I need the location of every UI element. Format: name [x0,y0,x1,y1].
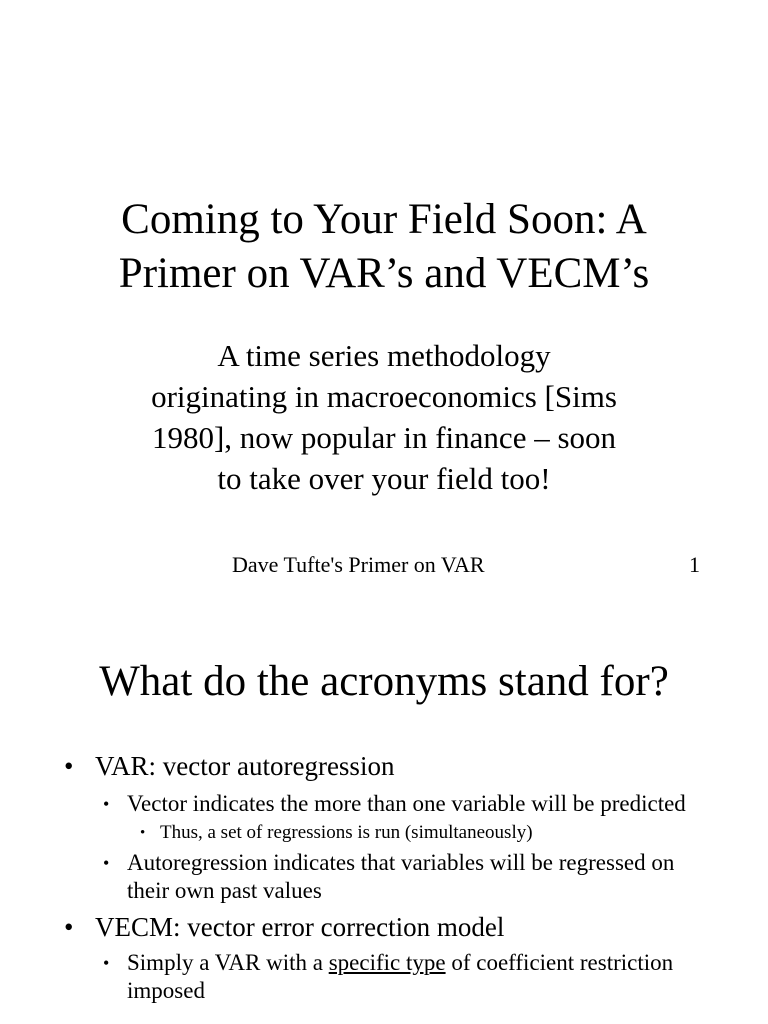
subtitle-line-2: originating in macroeconomics [Sims [151,379,617,414]
bullet-var [0,750,768,782]
bullet-text: VECM: vector error correction model [95,912,505,942]
bullet-text-post: of coefficient restriction imposed [127,950,674,1003]
bullet-vecm [0,911,768,943]
bullet-dot: • [64,751,74,781]
specific-type-link[interactable]: specific type [328,950,446,975]
bullet-dot: • [103,794,110,814]
bullet-autoregression [0,849,687,905]
page-number: 1 [689,552,700,577]
bullet-dot: • [64,912,74,942]
bullet-dot: • [103,953,110,973]
bullet-vector [0,790,687,818]
bullet-text: VAR: vector autoregression [95,751,395,781]
bullet-text: Vector indicates the more than one variable will be predicted [127,791,686,816]
title-line-1: Coming to Your Field Soon: A [121,196,647,243]
subtitle-line-4: to take over your field too! [217,461,551,496]
slide-2-title: What do the acronyms stand for? [99,658,669,705]
slide-2 [0,600,768,1024]
bullet-text: Thus, a set of regressions is run (simultaneously) [160,822,533,843]
title-line-2: Primer on VAR’s and VECM’s [118,250,650,297]
slide-footer: Dave Tufte's Primer on VAR [232,552,485,577]
bullet-dot: • [103,853,110,873]
slide-1-title [0,193,768,301]
bullet-text: Autoregression indicates that variables will be regressed on their own past values [127,850,675,903]
bullet-dot: • [140,825,146,841]
bullet-thus [0,821,768,845]
bullet-text-pre: Simply a VAR with a [127,950,329,975]
bullet-simply [0,949,687,1005]
bullet-list [0,750,768,1005]
subtitle-line-3: 1980], now popular in finance – soon [151,420,617,455]
subtitle-line-1: A time series methodology [217,338,551,373]
slide-1-subtitle [0,335,768,499]
